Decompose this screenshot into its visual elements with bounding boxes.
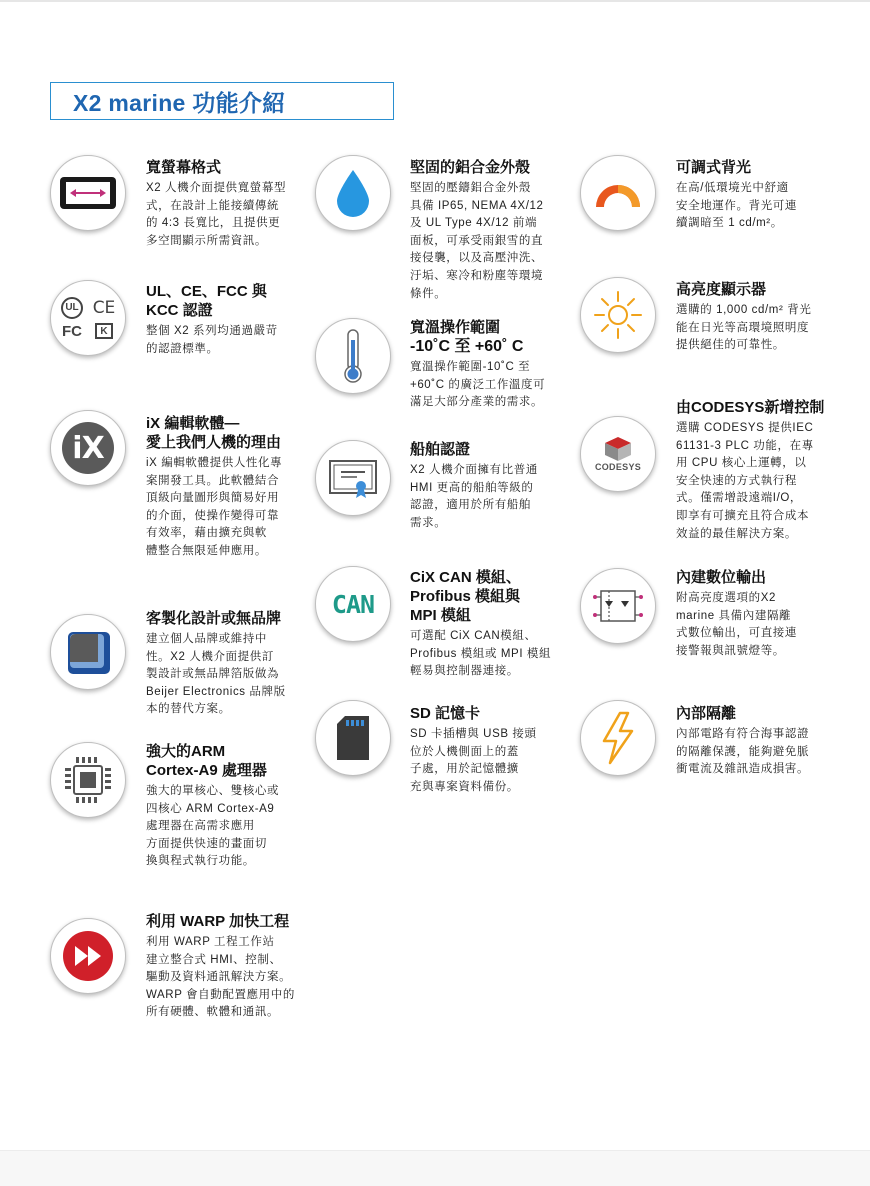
feature-body: 附高亮度選項的X2 marine 具備內建隔離 式數位輸出，可直接連 接警報與訊號燈等。	[676, 592, 797, 657]
feature-body: 利用 WARP 工程工作站 建立整合式 HMI、控制、 驅動及資料通訊解決方案。 WARP 會自動配置應用中的 所有硬體、軟體和通訊。	[146, 936, 295, 1019]
widescreen-icon	[50, 155, 126, 231]
feature-warp	[146, 912, 321, 1022]
feature-body: X2 人機介面擁有比普通 HMI 更高的船舶等級的 認證，適用於所有船舶 需求。	[410, 464, 538, 529]
certification-logos-icon	[50, 280, 126, 356]
certificate-icon	[315, 440, 391, 516]
feature-body: SD 卡插槽與 USB 接頭 位於人機側面上的蓋 子處，用於記憶體擴 充與專案資料備份。	[410, 728, 537, 793]
feature-body: iX 編輯軟體提供人性化專 案開發工具。此軟體結合 頂級向量圖形與簡易好用 的介面，使操作變得可靠 有效率，藉由擴充與軟 體整合無限延伸應用。	[146, 457, 283, 557]
feature-body: 堅固的壓鑄鋁合金外殼 具備 IP65, NEMA 4X/12 及 UL Type 4X/12 前端 面板，可承受雨銀雪的直 接侵襲，以及高壓沖洗、 汙垢、寒冷和粉塵等環境 條件。	[410, 182, 544, 300]
feature-title: 內建數位輸出	[676, 569, 767, 586]
feature-sd	[410, 704, 570, 796]
feature-body: 寬溫操作範圍-10˚C 至 +60˚C 的廣泛工作溫度可 滿足大部分產業的需求。	[410, 361, 546, 409]
feature-title: 寬螢幕格式	[146, 159, 222, 176]
bottom-band	[0, 1150, 870, 1186]
feature-body: 選購的 1,000 cd/m² 背光 能在日光等高環境照明度 提供絕佳的可靠性。	[676, 304, 812, 352]
feature-body: 強大的單核心、雙核心或 四核心 ARM Cortex-A9 處理器在高需求應用 方面提供快速的畫面切 換與程式執行功能。	[146, 785, 280, 868]
processor-chip-icon	[50, 742, 126, 818]
feature-housing	[410, 158, 570, 303]
fcc-logo-icon: FC	[62, 322, 82, 340]
fast-forward-icon	[50, 918, 126, 994]
lightning-icon	[580, 700, 656, 776]
feature-title: 堅固的鋁合金外殼	[410, 159, 531, 176]
feature-title: SD 記憶卡	[410, 705, 481, 722]
feature-backlight	[676, 158, 836, 233]
feature-certs	[146, 282, 306, 358]
thermometer-icon	[315, 318, 391, 394]
feature-bright	[676, 280, 836, 355]
feature-codesys	[676, 398, 836, 543]
feature-ix	[146, 414, 316, 561]
feature-title: 船舶認證	[410, 441, 471, 458]
feature-title: iX 編輯軟體— 愛上我們人機的理由	[146, 415, 282, 451]
feature-body: 選購 CODESYS 提供IEC 61131-3 PLC 功能，在專 用 CPU 核心上運轉，以 安全快速的方式執行程 式。僅需增設遠端I/O， 即享有可擴充且符合成本 效益的最佳解決方案。	[676, 422, 814, 540]
feature-title: 寬溫操作範圍 -10˚C 至 +60˚ C	[410, 319, 524, 355]
page-title: X2 marine 功能介紹	[73, 89, 286, 116]
feature-body: 內部電路有符合海事認證 的隔離保護，能夠避免脈 衝電流及雜訊造成損害。	[676, 728, 810, 776]
feature-title: 由CODESYS新增控制	[676, 399, 825, 416]
top-divider	[0, 0, 870, 2]
water-drop-icon	[315, 155, 391, 231]
codesys-logo-icon: CODESYS	[580, 416, 656, 492]
feature-title: 強大的ARM Cortex-A9 處理器	[146, 743, 267, 779]
feature-temp	[410, 318, 570, 412]
feature-widescreen	[146, 158, 306, 250]
feature-title: 可調式背光	[676, 159, 752, 176]
feature-body: 可選配 CiX CAN模組、 Profibus 模組或 MPI 模組 輕易與控制器連接。	[410, 630, 552, 678]
sun-icon	[580, 277, 656, 353]
feature-can	[410, 568, 570, 681]
feature-title: CiX CAN 模組、 Profibus 模組與 MPI 模組	[410, 569, 521, 624]
feature-dio	[676, 568, 836, 660]
can-bus-icon: CAN	[315, 566, 391, 642]
feature-body: X2 人機介面提供寬螢幕型 式，在設計上能接續傳統 的 4:3 長寬比，且提供更 多空間顯示所需資訊。	[146, 182, 287, 247]
digital-output-icon	[580, 568, 656, 644]
feature-title: 內部隔離	[676, 705, 737, 722]
ul-logo-icon: UL	[61, 297, 83, 319]
kc-logo-icon: K	[95, 323, 113, 339]
feature-title: 客製化設計或無品牌	[146, 610, 282, 627]
feature-brand	[146, 609, 311, 719]
feature-cpu	[146, 742, 306, 871]
page-title-box	[50, 82, 394, 120]
ix-software-icon: iX	[50, 410, 126, 486]
feature-title: 高亮度顯示器	[676, 281, 767, 298]
feature-title: UL、CE、FCC 與 KCC 認證	[146, 283, 267, 319]
custom-brand-icon	[50, 614, 126, 690]
feature-body: 在高/低環境光中舒適 安全地運作。背光可連 續調暗至 1 cd/m²。	[676, 182, 797, 230]
feature-body: 建立個人品牌或維持中 性。X2 人機介面提供訂 製設計或無品牌箔版做為 Beijer Electronics 品牌版 本的替代方案。	[146, 633, 286, 716]
feature-isolation	[676, 704, 841, 779]
ce-logo-icon: CE	[92, 297, 116, 318]
feature-body: 整個 X2 系列均通過嚴苛 的認證標準。	[146, 325, 278, 355]
feature-marine	[410, 440, 570, 532]
dimmable-backlight-icon	[580, 155, 656, 231]
feature-title: 利用 WARP 加快工程	[146, 913, 290, 930]
sd-card-icon	[315, 700, 391, 776]
